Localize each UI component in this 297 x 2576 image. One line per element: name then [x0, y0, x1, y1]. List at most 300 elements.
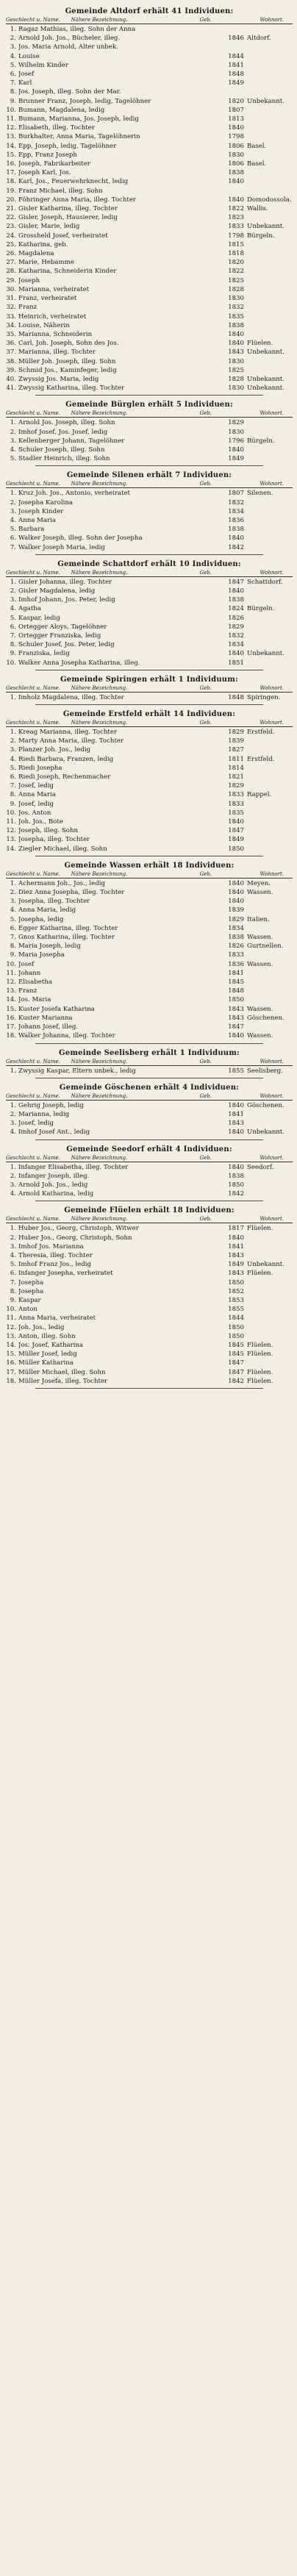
column-header-row	[6, 871, 293, 879]
entry-number: 3.	[10, 1120, 16, 1128]
list-item	[6, 595, 293, 604]
entry-text: Walker Johanna, illeg. Tochter	[18, 1032, 115, 1040]
entry-number: 29.	[6, 276, 16, 285]
entry-birth-year: 1847	[228, 1359, 244, 1367]
section	[6, 1145, 293, 1202]
entry-birth-year: 1855	[228, 1306, 244, 1314]
entry-residence: Rappel.	[247, 791, 272, 799]
entry-number: 9.	[10, 1296, 16, 1304]
entry-number: 5.	[10, 915, 16, 923]
column-header-description: Nähere Bezeichnung.	[71, 481, 128, 487]
entry-number: 1.	[10, 879, 16, 887]
entry-birth-year: 1825	[228, 366, 244, 374]
column-header-row	[6, 1155, 293, 1162]
list-item	[6, 1128, 293, 1137]
entry-text: Josef	[18, 960, 35, 968]
list-item	[6, 1014, 293, 1023]
entry-birth-year: 1839	[228, 737, 244, 745]
entry-birth-year: 1840	[228, 879, 244, 887]
column-header-name: Geschlecht u. Name.	[6, 684, 60, 691]
list-item	[6, 543, 293, 552]
entry-number: 12.	[6, 827, 16, 835]
column-header-birth: Geb.	[199, 720, 212, 726]
entry-birth-year: 1830	[228, 384, 244, 393]
list-item	[6, 1296, 293, 1305]
entry-number: 16.	[6, 1014, 16, 1022]
entry-text: Anna Maria	[18, 516, 57, 524]
list-item	[6, 428, 293, 437]
list-item	[6, 222, 293, 231]
list-item	[6, 614, 293, 623]
entry-number: 10.	[6, 1306, 16, 1314]
entry-birth-year: 1828	[228, 375, 244, 383]
entry-text: Gisler, Marie, ledig	[18, 223, 80, 231]
entry-number: 22.	[6, 214, 16, 222]
list-item	[6, 728, 293, 737]
entry-text: Riedi Josepha	[18, 764, 62, 772]
entry-number: 35.	[6, 330, 16, 338]
entry-number: 9.	[10, 951, 16, 959]
entry-birth-year: 1798	[228, 232, 244, 240]
entry-number: 1.	[10, 729, 16, 736]
list-item	[6, 1163, 293, 1172]
entry-number: 13.	[6, 836, 16, 844]
entry-text: Kuster Josefa Katharina	[18, 1005, 95, 1013]
entry-birth-year: 1844	[228, 52, 244, 60]
entry-birth-year: 1834	[228, 924, 244, 932]
entry-text: Ortegger Aloys, Tagelöhner	[18, 623, 107, 631]
entry-text: Stadler Heinrich, illeg. Sohn	[18, 455, 110, 463]
entry-text: Josef	[18, 71, 35, 79]
entry-number: 16.	[6, 1359, 16, 1367]
entry-number: 6.	[10, 71, 16, 79]
entry-text: Gisler Magdalena, ledig	[18, 587, 96, 595]
list-item	[6, 124, 293, 132]
entry-number: 4.	[10, 446, 16, 454]
list-item	[6, 160, 293, 168]
entry-number: 11.	[6, 818, 16, 826]
entry-text: Franz	[18, 987, 37, 995]
column-header-name: Geschlecht u. Name.	[6, 17, 60, 23]
entry-text: Kuster Marianna	[18, 1014, 73, 1022]
list-item	[6, 960, 293, 969]
list-item	[6, 204, 293, 213]
entry-birth-year: 1823	[228, 214, 244, 222]
column-header-description: Nähere Bezeichnung.	[71, 410, 128, 417]
entry-text: Bumann, Magdalena, ledig	[18, 106, 105, 114]
entry-text: Gehrig Joseph, ledig	[18, 1101, 84, 1109]
entry-birth-year: 1840	[228, 330, 244, 338]
list-item	[6, 168, 293, 177]
entry-number: 12.	[6, 978, 16, 987]
entry-residence: Unbekannt.	[247, 223, 285, 231]
entry-number: 2.	[10, 1234, 16, 1242]
entry-residence: Erstfeld.	[247, 729, 275, 736]
list-item	[6, 604, 293, 613]
entry-text: Joseph, illeg. Sohn	[18, 827, 79, 835]
entry-number: 17.	[6, 169, 16, 177]
entry-birth-year: 1853	[228, 1296, 244, 1304]
entry-number: 8.	[10, 791, 16, 799]
entry-birth-year: 1849	[228, 79, 244, 87]
entry-number: 3.	[10, 437, 16, 445]
entry-number: 5.	[10, 1261, 16, 1269]
entry-number: 25.	[6, 240, 16, 248]
entry-text: Magdalena	[18, 250, 54, 258]
entry-text: Egger Katharina, illeg. Tochter	[18, 924, 118, 932]
list-item	[6, 115, 293, 124]
entry-birth-year: 1850	[228, 1332, 244, 1340]
entry-text: Imholz Magdalena, illeg. Tochter	[18, 693, 124, 701]
entry-birth-year: 1796	[228, 437, 244, 445]
entry-number: 7.	[10, 632, 16, 640]
section	[6, 7, 293, 396]
entry-text: Ortegger Franziska, ledig	[18, 632, 101, 640]
entry-birth-year: 1838	[228, 596, 244, 604]
list-item	[6, 1110, 293, 1119]
list-item	[6, 418, 293, 427]
column-header-birth: Geb.	[199, 481, 212, 487]
entry-text: Müller Josef, ledig	[18, 1350, 77, 1359]
column-header-birth: Geb.	[199, 1216, 212, 1223]
entry-number: 3.	[10, 1181, 16, 1189]
entry-number: 10.	[6, 960, 16, 968]
list-item	[6, 1023, 293, 1031]
entry-residence: Basel.	[247, 142, 267, 150]
entry-birth-year: 1840	[228, 340, 244, 348]
list-item	[6, 61, 293, 70]
entry-residence: Unbekannt.	[247, 1261, 285, 1269]
section	[6, 560, 293, 670]
column-header-row	[6, 1093, 293, 1101]
entry-number: 8.	[10, 942, 16, 951]
entry-birth-year: 1840	[228, 889, 244, 897]
entry-text: Johann	[18, 969, 41, 977]
entry-number: 9.	[10, 800, 16, 808]
column-header-row	[6, 685, 293, 693]
entry-text: Huber Jos., Georg, Christoph, Sohn	[18, 1234, 132, 1242]
column-header-row	[6, 481, 293, 488]
entry-text: Kruz Joh. Jos., Antonio, verheiratet	[18, 490, 131, 498]
list-item	[6, 1305, 293, 1314]
list-item	[6, 790, 293, 799]
entry-number: 19.	[6, 187, 16, 195]
entry-text: Schuler Josef, Jos. Peter, ledig	[18, 641, 115, 649]
entry-text: Katharina, geb.	[18, 240, 68, 248]
entry-number: 3.	[10, 43, 16, 51]
entry-birth-year: 1847	[228, 1368, 244, 1376]
entry-text: Marianna, Schneiderin	[18, 330, 93, 338]
entry-residence: Göschenen.	[247, 1101, 285, 1109]
section-title: Gemeinde Erstfeld erhält 14 Individuen:	[62, 710, 236, 718]
entry-birth-year: 1840	[228, 534, 244, 543]
entry-residence: Wallis.	[247, 205, 268, 213]
entry-number: 26.	[6, 250, 16, 258]
entry-residence: Unbekannt.	[247, 650, 285, 658]
entry-birth-year: 1824	[228, 605, 244, 613]
list-item	[6, 446, 293, 454]
entry-text: Josef, ledig	[18, 800, 54, 808]
entry-number: 21.	[6, 205, 16, 213]
entry-number: 1.	[10, 419, 16, 427]
entry-text: Anna Maria	[18, 791, 57, 799]
section-divider	[35, 1388, 263, 1389]
entry-birth-year: 1850	[228, 1181, 244, 1189]
entry-number: 10.	[6, 659, 16, 667]
column-header-name: Geschlecht u. Name.	[6, 410, 60, 417]
entry-birth-year: 1847	[228, 578, 244, 586]
entry-number: 6.	[10, 534, 16, 543]
list-item	[6, 879, 293, 888]
entry-number: 11.	[6, 115, 16, 124]
entry-text: Anton, illeg. Sohn	[18, 1332, 76, 1340]
entry-birth-year: 1840	[228, 1101, 244, 1109]
column-header-residence: Wohnort.	[260, 870, 284, 877]
entry-birth-year: 1820	[228, 97, 244, 105]
entry-birth-year: 1814	[228, 764, 244, 772]
entry-number: 11.	[6, 1314, 16, 1323]
entry-birth-year: 1825	[228, 276, 244, 285]
entry-text: Infanger Josepha, verheiratet	[18, 1270, 113, 1278]
list-item	[6, 312, 293, 321]
entry-number: 8.	[10, 88, 16, 96]
entry-number: 12.	[6, 124, 16, 132]
entry-birth-year: 1807	[228, 106, 244, 114]
entry-text: Arnold Jos. Joseph, illeg. Sohn	[18, 419, 115, 427]
entry-number: 14.	[6, 1341, 16, 1349]
list-item	[6, 649, 293, 658]
column-header-residence: Wohnort.	[260, 569, 284, 576]
list-item	[6, 177, 293, 186]
entry-number: 1.	[10, 578, 16, 586]
entry-text: Josepha, illeg. Tochter	[18, 898, 90, 906]
entry-text: Epp, Joseph, ledig, Tagelöhner	[18, 142, 117, 150]
entry-text: Maria Josepha	[18, 951, 65, 959]
entry-birth-year: 1833	[228, 951, 244, 959]
entry-text: Jos. Maria Arnold, Alter unbek.	[18, 43, 118, 51]
entry-birth-year: 1820	[228, 259, 244, 267]
list-item	[6, 578, 293, 587]
section-title: Gemeinde Schattdorf erhält 10 Individuen:	[57, 559, 241, 568]
column-header-residence: Wohnort.	[260, 1092, 284, 1099]
entry-number: 1.	[10, 1067, 16, 1075]
entry-birth-year: 1843	[228, 1120, 244, 1128]
entry-text: Elisabetha	[18, 978, 53, 987]
entry-number: 2.	[10, 737, 16, 745]
column-header-birth: Geb.	[199, 870, 212, 877]
list-item	[6, 1242, 293, 1251]
entry-text: Theresia, illeg. Tochter	[18, 1251, 93, 1259]
list-item	[6, 1287, 293, 1296]
entry-text: Josef, ledig	[18, 782, 54, 790]
column-header-residence: Wohnort.	[260, 1216, 284, 1223]
list-item	[6, 888, 293, 897]
list-item	[6, 809, 293, 817]
entry-birth-year: 1798	[228, 133, 244, 141]
entry-birth-year: 1842	[228, 543, 244, 551]
list-item	[6, 276, 293, 285]
list-item	[6, 106, 293, 115]
list-item	[6, 454, 293, 463]
list-item	[6, 285, 293, 294]
entry-text: Riedi Barbara, Franzen, ledig	[18, 755, 114, 763]
section	[6, 1084, 293, 1140]
column-header-description: Nähere Bezeichnung.	[71, 720, 128, 726]
entry-text: Imhof Franz Jos., ledig	[18, 1261, 91, 1269]
entry-number: 18.	[6, 178, 16, 186]
entry-residence: Wassen.	[247, 960, 273, 968]
entry-number: 14.	[6, 845, 16, 853]
entry-birth-year: 1829	[228, 623, 244, 631]
entry-birth-year: 1849	[228, 1261, 244, 1269]
entry-number: 18.	[6, 1032, 16, 1040]
entry-number: 38.	[6, 357, 16, 365]
list-item	[6, 1119, 293, 1128]
entry-text: Grossheld Josef, verheiratet	[18, 232, 108, 240]
entry-birth-year: 1833	[228, 800, 244, 808]
list-item	[6, 507, 293, 516]
entry-residence: Gurtnellen.	[247, 942, 284, 951]
entry-text: Zwyssig Katharina, illeg. Tochter	[18, 384, 125, 393]
column-header-description: Nähere Bezeichnung.	[71, 1058, 128, 1065]
column-header-name: Geschlecht u. Name.	[6, 1058, 60, 1065]
column-header-description: Nähere Bezeichnung.	[71, 684, 128, 691]
list-item	[6, 817, 293, 826]
list-item	[6, 737, 293, 745]
list-item	[6, 1005, 293, 1014]
list-item	[6, 640, 293, 649]
list-item	[6, 142, 293, 151]
list-item	[6, 79, 293, 87]
entry-number: 7.	[10, 934, 16, 942]
list-item	[6, 525, 293, 534]
list-item	[6, 1260, 293, 1269]
entry-birth-year: 1846	[228, 35, 244, 43]
list-item	[6, 693, 293, 702]
section-title: Gemeinde Wassen erhält 18 Individuen:	[64, 861, 235, 870]
entry-birth-year: 1834	[228, 641, 244, 649]
entry-residence: Flüelen.	[247, 1270, 273, 1278]
list-item	[6, 1368, 293, 1377]
entry-number: 4.	[10, 906, 16, 915]
entry-residence: Erstfeld.	[247, 755, 275, 763]
entry-number: 4.	[10, 605, 16, 613]
entry-text: Walker Joseph, illeg. Sohn der Josepha	[18, 534, 143, 543]
entry-birth-year: 1836	[228, 516, 244, 524]
entry-text: Marianna, verheiratet	[18, 285, 90, 293]
list-item	[6, 1189, 293, 1198]
entry-text: Josepha	[18, 1287, 44, 1295]
entry-number: 4.	[10, 1128, 16, 1137]
list-item	[6, 623, 293, 632]
entry-number: 16.	[6, 160, 16, 168]
entry-text: Karl, Jos., Feuerwehrknecht, ledig	[18, 178, 129, 186]
entry-birth-year: 1843	[228, 1251, 244, 1259]
entry-text: Gisler, Joseph, Hausierer, ledig	[18, 214, 118, 222]
list-item	[6, 826, 293, 835]
entry-birth-year: 1840	[228, 1163, 244, 1171]
entry-text: Föhringer Anna Maria, illeg. Tochter	[18, 196, 137, 204]
entry-number: 40.	[6, 375, 16, 383]
entry-text: Kellenberger Johann, Tagelöhner	[18, 437, 125, 445]
list-item	[6, 1234, 293, 1242]
entry-text: Müller Josefa, illeg. Tochter	[18, 1377, 108, 1385]
entry-birth-year: 1840	[228, 124, 244, 132]
entry-birth-year: 1821	[228, 773, 244, 781]
entry-text: Josepha, ledig	[18, 915, 64, 923]
section	[6, 1049, 293, 1078]
entry-text: Joseph	[18, 276, 40, 285]
column-header-name: Geschlecht u. Name.	[6, 870, 60, 877]
entry-residence: Flüelen.	[247, 340, 273, 348]
entry-number: 8.	[10, 641, 16, 649]
entry-birth-year: 1840	[228, 1128, 244, 1137]
entry-number: 3.	[10, 507, 16, 515]
section-title: Gemeinde Altdorf erhält 41 Individuen:	[65, 7, 234, 15]
column-header-birth: Geb.	[199, 684, 212, 691]
entry-birth-year: 1848	[228, 71, 244, 79]
list-item	[6, 357, 293, 366]
entry-birth-year: 1835	[228, 809, 244, 817]
entry-birth-year: 1844	[228, 1314, 244, 1323]
list-item	[6, 25, 293, 34]
entry-text: Josef, ledig	[18, 1120, 54, 1128]
entry-number: 7.	[10, 1278, 16, 1287]
entry-text: Josepha Karolina	[18, 498, 73, 507]
list-item	[6, 942, 293, 951]
entry-residence: Unbekannt.	[247, 97, 285, 105]
entry-birth-year: 1838	[228, 169, 244, 177]
column-header-row	[6, 410, 293, 418]
entry-number: 10.	[6, 809, 16, 817]
entry-birth-year: 1840	[228, 196, 244, 204]
column-header-row	[6, 570, 293, 577]
entry-number: 5.	[10, 455, 16, 463]
entry-text: Anna Maria, ledig	[18, 906, 76, 915]
entry-birth-year: 1847	[228, 827, 244, 835]
entry-text: Walker Anna Josepha Katharina, illeg.	[18, 659, 140, 667]
entry-text: Imhof Jos. Marianna	[18, 1242, 84, 1251]
list-item	[6, 1224, 293, 1233]
entry-number: 8.	[10, 1287, 16, 1295]
entry-birth-year: 1829	[228, 419, 244, 427]
entry-text: Arnold Joh. Jos., ledig	[18, 1181, 88, 1189]
entry-birth-year: 1843	[228, 348, 244, 357]
entry-number: 34.	[6, 321, 16, 329]
entry-birth-year: 1832	[228, 498, 244, 507]
list-item	[6, 978, 293, 987]
list-item	[6, 745, 293, 754]
entry-text: Brunner Franz, Joseph, ledig, Tagelöhner	[18, 97, 151, 105]
entry-text: Josepha	[18, 1278, 44, 1287]
entry-text: Franziska, ledig	[18, 650, 70, 658]
entry-residence: Silenen.	[247, 490, 273, 498]
list-item	[6, 835, 293, 844]
entry-residence: Unbekannt.	[247, 384, 285, 393]
entry-number: 6.	[10, 773, 16, 781]
list-item	[6, 232, 293, 240]
entry-number: 37.	[6, 348, 16, 357]
entry-residence: Basel.	[247, 160, 267, 168]
entry-text: Müller Joh. Joseph, illeg. Sohn	[18, 357, 116, 365]
list-item	[6, 632, 293, 640]
entry-birth-year: 1826	[228, 614, 244, 622]
section	[6, 862, 293, 1044]
column-header-residence: Wohnort.	[260, 17, 284, 23]
entry-birth-year: 1840	[228, 818, 244, 826]
entry-text: Bumann, Marianna, Jos. Joseph, ledig	[18, 115, 139, 124]
list-item	[6, 498, 293, 507]
